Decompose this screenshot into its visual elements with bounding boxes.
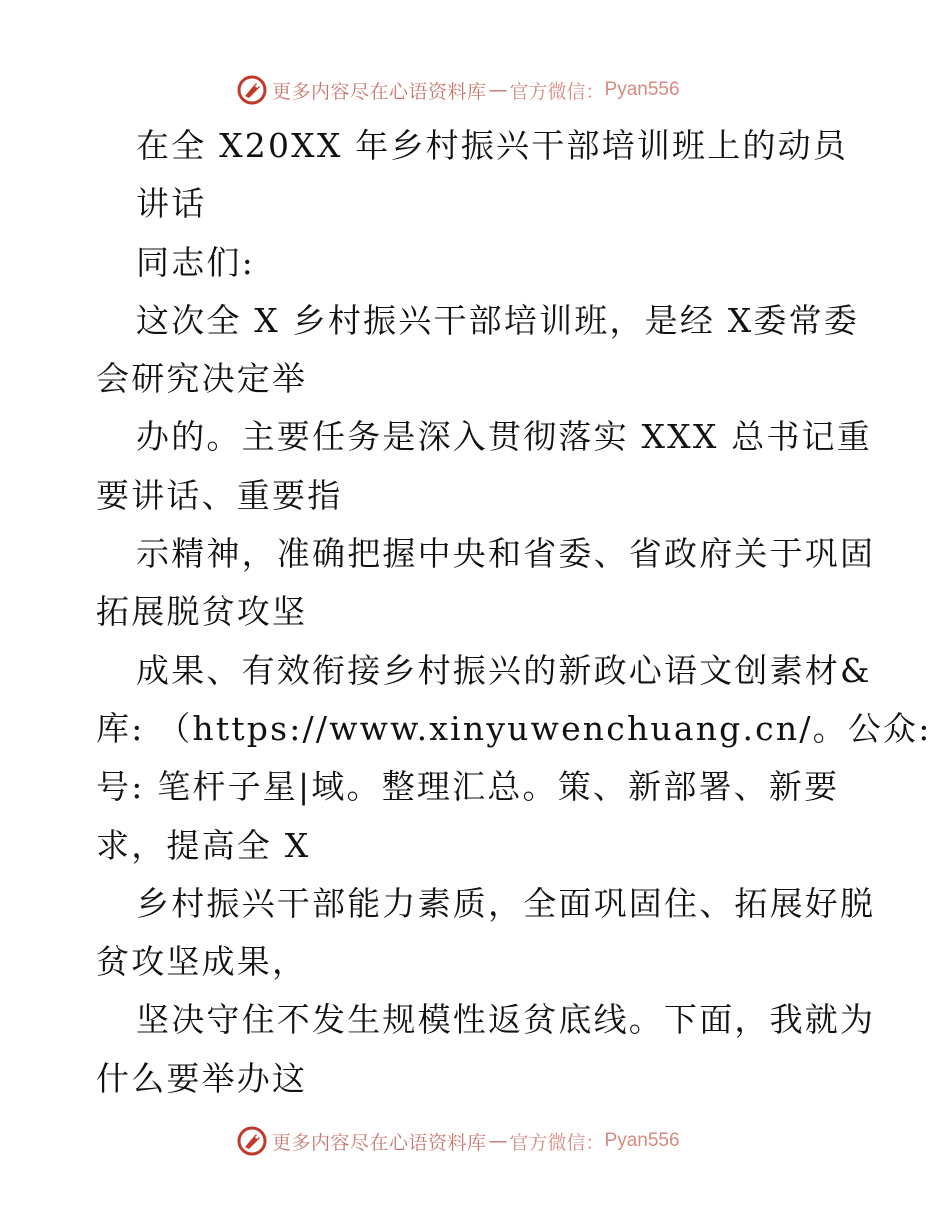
doc-salutation: 同志们:: [136, 242, 255, 282]
document-body: [96, 117, 932, 1108]
footer-wechat-id: Pyan556: [604, 1130, 680, 1151]
doc-title-line-2: 讲话: [136, 184, 207, 224]
header-wechat-label: 官方微信：: [509, 80, 605, 103]
header-brand-text: 更多内容尽在心语资料库: [272, 80, 487, 103]
doc-paragraph-line: 坚决守住不发生规模性返贫底线。下面，我就为: [136, 1000, 876, 1040]
doc-paragraph-line: 拓展脱贫攻坚: [96, 592, 308, 632]
doc-paragraph-line: 成果、有效衔接乡村振兴的新政心语文创素材&: [136, 650, 872, 690]
header-watermark-banner: [236, 73, 680, 107]
doc-title-line-1: 在全 X20XX 年乡村振兴干部培训班上的动员: [136, 126, 849, 165]
doc-paragraph-line: 求，提高全 X: [96, 825, 311, 865]
doc-paragraph-line: 要讲话、重要指: [96, 475, 343, 515]
footer-watermark-banner: [236, 1124, 680, 1158]
doc-paragraph-line: 贫攻坚成果，: [96, 942, 308, 982]
doc-paragraph-line: 会研究决定举: [96, 359, 308, 399]
header-separator: —: [488, 79, 508, 101]
doc-paragraph-line: 这次全 X 乡村振兴干部培训班，是经 X委常委: [136, 300, 860, 340]
doc-paragraph-line: 什么要举办这: [96, 1058, 308, 1098]
doc-paragraph-line: 示精神，准确把握中央和省委、省政府关于巩固: [136, 534, 876, 574]
pen-nib-logo-icon: [236, 1125, 268, 1157]
footer-brand-text: 更多内容尽在心语资料库: [272, 1131, 487, 1154]
doc-paragraph-line: 办的。主要任务是深入贯彻落实 XXX 总书记重: [136, 417, 873, 457]
doc-paragraph-line: 乡村振兴干部能力素质，全面巩固住、拓展好脱: [136, 883, 876, 923]
pen-nib-logo-icon: [236, 74, 268, 106]
footer-separator: —: [488, 1130, 508, 1152]
doc-paragraph-line: 库: （https://www.xinyuwenchuang.cn/。公众:: [96, 708, 932, 748]
doc-paragraph-line: 号: 笔杆子星|域。整理汇总。策、新部署、新要: [96, 767, 840, 807]
header-wechat-id: Pyan556: [604, 79, 680, 100]
footer-wechat-label: 官方微信：: [509, 1131, 605, 1154]
